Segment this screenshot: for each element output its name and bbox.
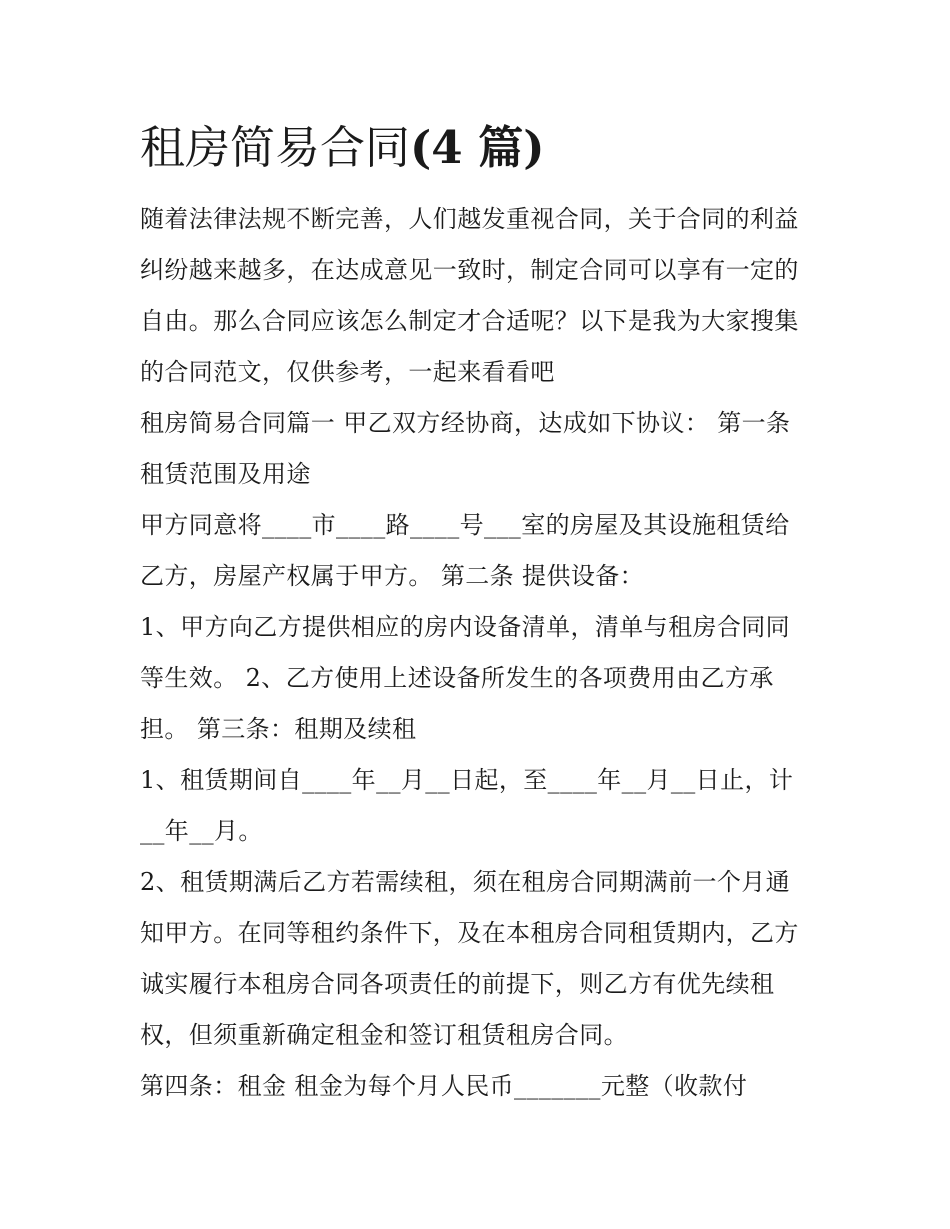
text-line: 2、租赁期满后乙方若需续租，须在租房合同期满前一个月通 (140, 868, 791, 896)
text-line: 租房简易合同篇一 甲乙双方经协商，达成如下协议： 第一条 (140, 409, 791, 437)
text-line: 乙方，房屋产权属于甲方。 第二条 提供设备： (140, 562, 645, 590)
title-suffix: (4 篇) (410, 121, 545, 174)
text-line: 等生效。 2、乙方使用上述设备所发生的各项费用由乙方承 (140, 664, 774, 692)
text-line: 知甲方。在同等租约条件下，及在本租房合同租赁期内，乙方 (140, 919, 799, 947)
page-title (140, 112, 812, 184)
text-line: 自由。那么合同应该怎么制定才合适呢？以下是我为大家搜集 (140, 307, 799, 335)
title-main: 租房简易合同 (140, 121, 411, 174)
text-line: 租赁范围及用途 (140, 460, 311, 488)
text-line: 诚实履行本租房合同各项责任的前提下，则乙方有优先续租 (140, 970, 775, 998)
text-line: 1、甲方向乙方提供相应的房内设备清单，清单与租房合同同 (140, 613, 791, 641)
text-line: 甲方同意将____市____路____号___室的房屋及其设施租赁给 (140, 511, 790, 539)
text-line: 随着法律法规不断完善，人们越发重视合同，关于合同的利益 (140, 205, 799, 233)
text-line: 担。 第三条：租期及续租 (140, 715, 417, 743)
text-line: __年__月。 (140, 817, 263, 845)
text-line: 纠纷越来越多，在达成意见一致时，制定合同可以享有一定的 (140, 256, 799, 284)
text-line: 的合同范文，仅供参考，一起来看看吧 (140, 358, 555, 386)
text-line: 1、租赁期间自____年__月__日起，至____年__月__日止，计 (140, 766, 794, 794)
document-body (140, 194, 812, 1112)
text-line: 权，但须重新确定租金和签订租赁租房合同。 (140, 1021, 628, 1049)
text-line: 第四条：租金 租金为每个月人民币_______元整（收款付 (140, 1072, 748, 1100)
document-page (140, 112, 812, 1112)
